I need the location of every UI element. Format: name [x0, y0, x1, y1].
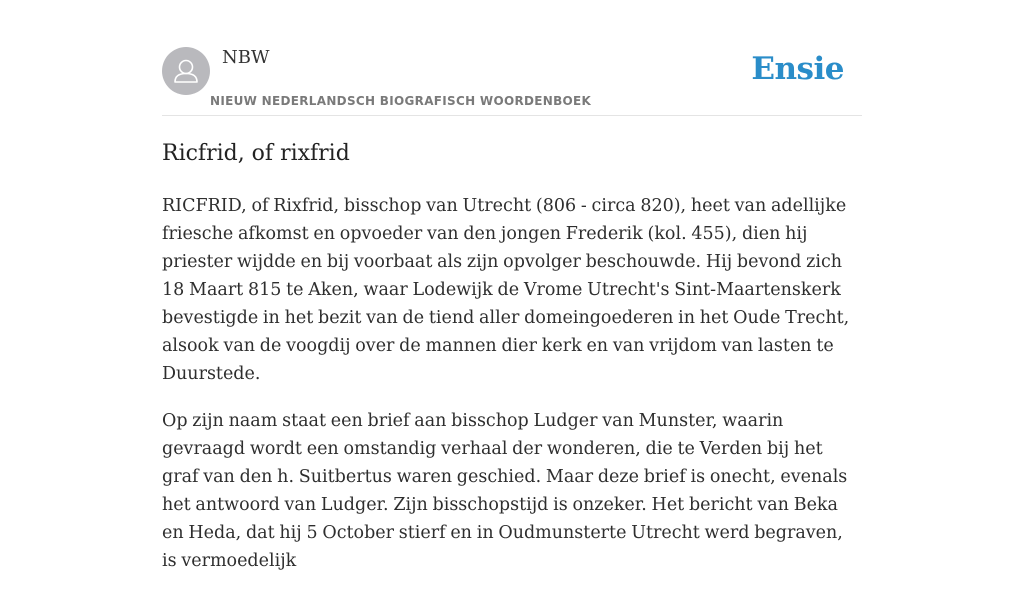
author-name[interactable]: NBW: [222, 47, 270, 68]
article-paragraph: Op zijn naam staat een brief aan bisschop Ludger van Munster, waarin gevraagd wordt een omstandig verhaal der wonderen, die te Verden bij het graf van den h. Suitbertus waren geschied. Maar deze brief is onecht, evenals het antwoord van Ludger. Zijn bisschopstijd is onzeker. Het bericht van Beka en Heda, dat hij 5 October stierf en in Oudmunsterte Utrecht werd begraven, is vermoedelijk: [162, 411, 848, 571]
article-header: [162, 40, 862, 116]
article-paragraph: RICFRID, of Rixfrid, bisschop van Utrecht (806 - circa 820), heet van adellijke friesche afkomst en opvoeder van den jongen Frederik (kol. 455), dien hij priester wijdde en bij voorbaat als zijn opvolger beschouwde. Hij bevond zich 18 Maart 815 te Aken, waar Lodewijk de Vrome Utrecht's Sint-Maartenskerk bevestigde in het bezit van de tiend aller domeingoederen in het Oude Trecht, alsook van de voogdij over de mannen dier kerk en van vrijdom van lasten te Duurstede.: [162, 196, 850, 384]
author-avatar[interactable]: [162, 47, 210, 95]
article-body: [162, 192, 862, 594]
article-title: Ricfrid, of rixfrid: [162, 141, 350, 166]
user-icon: [162, 47, 210, 95]
publication-name[interactable]: NIEUW NEDERLANDSCH BIOGRAFISCH WOORDENBOEK: [210, 94, 592, 108]
ensie-logo[interactable]: Ensie: [751, 51, 844, 87]
